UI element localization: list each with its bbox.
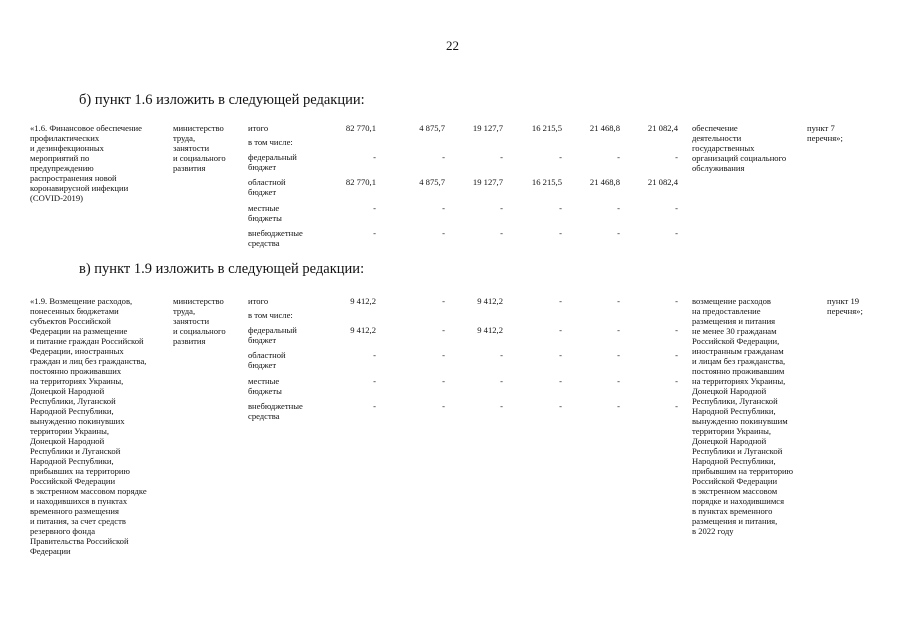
value-2023: 21 468,8 (589, 123, 620, 133)
value-total: - (373, 203, 376, 213)
value-2024: - (675, 296, 678, 306)
value-2022: - (559, 401, 562, 411)
value-2022: - (559, 203, 562, 213)
row-label: федеральный бюджет (248, 152, 297, 172)
value-2024: - (675, 401, 678, 411)
value-2021: - (500, 152, 503, 162)
value-2021: 9 412,2 (477, 325, 503, 335)
value-2023: - (617, 296, 620, 306)
value-2022: - (559, 228, 562, 238)
executor-text: министерство труда, занятости и социального развития (173, 123, 226, 173)
value-2021: - (500, 228, 503, 238)
row-label: внебюджетные средства (248, 401, 303, 421)
value-total: - (373, 376, 376, 386)
row-label: итого (248, 296, 269, 306)
page-number: 22 (446, 38, 459, 53)
item-text: «1.6. Финансовое обеспечение профилактических и дезинфекционных мероприятий по предупреждению распространения новой коронавирусной инфекции (COVID-2019) (30, 123, 142, 203)
value-2023: - (617, 325, 620, 335)
row-label: итого (248, 123, 269, 133)
value-2022: 16 215,5 (531, 177, 562, 187)
row-label: областной бюджет (248, 350, 286, 370)
value-2021: 19 127,7 (472, 177, 503, 187)
result-text: возмещение расходов на предоставление размещения и питания не менее 30 гражданам Российской Федерации, иностранным гражданам и лицам без гражданства, постоянно проживавшим на территориях Украины, Донецкой Народной Республики, Луганской Народной Республики, вынужденно покинувшим территории Украины, Донецкой Народной Республики и Луганской Народной Республики, прибывшим на территорию Российской Федерации в экстренном массовом порядке и находившимся в пунктах временного размещения и питания, в 2022 году (692, 296, 794, 536)
reference-text: пункт 7 перечня»; (807, 123, 843, 143)
value-2020: - (442, 296, 445, 306)
value-2020: - (442, 203, 445, 213)
value-2022: - (559, 376, 562, 386)
value-2022: - (559, 296, 562, 306)
value-2024: 21 082,4 (647, 123, 678, 133)
value-2020: - (442, 350, 445, 360)
table-row (30, 228, 890, 254)
reference-text: пункт 19 перечня»; (827, 296, 863, 316)
value-total: - (373, 228, 376, 238)
value-2024: - (675, 228, 678, 238)
result-text: обеспечение деятельности государственных организаций социального обслуживания (692, 123, 787, 173)
value-2022: - (559, 325, 562, 335)
value-total: - (373, 401, 376, 411)
value-2022: - (559, 350, 562, 360)
value-2024: - (675, 203, 678, 213)
value-2023: - (617, 228, 620, 238)
item-text: «1.9. Возмещение расходов, понесенных бюджетами субъектов Российской Федерации на размещение и питание граждан Российской Федерации, иностранных граждан и лиц без гражданства, постоянно проживавших на территориях Украины, Донецкой Народной Республики, Луганской Народной Республики, вынужденно покинувших территории Украины, Донецкой Народной Республики и Луганской Народной Республики, прибывших на территорию Российской Федерации в экстренном массовом порядке и находившихся в пунктах временного размещения и питания, за счет средств резервного фонда Правительства Российской Федерации (30, 296, 147, 556)
table-row (30, 203, 890, 229)
value-2020: - (442, 376, 445, 386)
value-2023: - (617, 401, 620, 411)
value-2023: - (617, 376, 620, 386)
heading-section-1-9: в) пункт 1.9 изложить в следующей редакции: (79, 261, 365, 277)
value-2020: - (442, 152, 445, 162)
value-2023: 21 468,8 (589, 177, 620, 187)
value-total: 9 412,2 (350, 325, 376, 335)
value-total: - (373, 152, 376, 162)
value-2022: 16 215,5 (531, 123, 562, 133)
value-2020: - (442, 228, 445, 238)
row-label: в том числе: (248, 137, 293, 147)
value-2020: 4 875,7 (419, 177, 445, 187)
value-total: - (373, 350, 376, 360)
value-2021: 19 127,7 (472, 123, 503, 133)
executor-text: министерство труда, занятости и социального развития (173, 296, 226, 346)
row-label: областной бюджет (248, 177, 286, 197)
value-2021: - (500, 350, 503, 360)
value-2021: - (500, 203, 503, 213)
value-2021: - (500, 376, 503, 386)
value-2020: - (442, 401, 445, 411)
value-2023: - (617, 152, 620, 162)
value-2024: - (675, 350, 678, 360)
row-label: внебюджетные средства (248, 228, 303, 248)
row-label: местные бюджеты (248, 376, 282, 396)
heading-section-1-6: б) пункт 1.6 изложить в следующей редакции: (79, 92, 365, 108)
value-2021: - (500, 401, 503, 411)
value-total: 9 412,2 (350, 296, 376, 306)
row-label: в том числе: (248, 310, 293, 320)
value-total: 82 770,1 (345, 123, 376, 133)
value-2021: 9 412,2 (477, 296, 503, 306)
row-label: федеральный бюджет (248, 325, 297, 345)
value-2024: 21 082,4 (647, 177, 678, 187)
value-total: 82 770,1 (345, 177, 376, 187)
value-2023: - (617, 350, 620, 360)
value-2024: - (675, 376, 678, 386)
value-2020: - (442, 325, 445, 335)
table-row (30, 177, 890, 203)
value-2023: - (617, 203, 620, 213)
value-2022: - (559, 152, 562, 162)
value-2024: - (675, 152, 678, 162)
value-2024: - (675, 325, 678, 335)
row-label: местные бюджеты (248, 203, 282, 223)
value-2020: 4 875,7 (419, 123, 445, 133)
